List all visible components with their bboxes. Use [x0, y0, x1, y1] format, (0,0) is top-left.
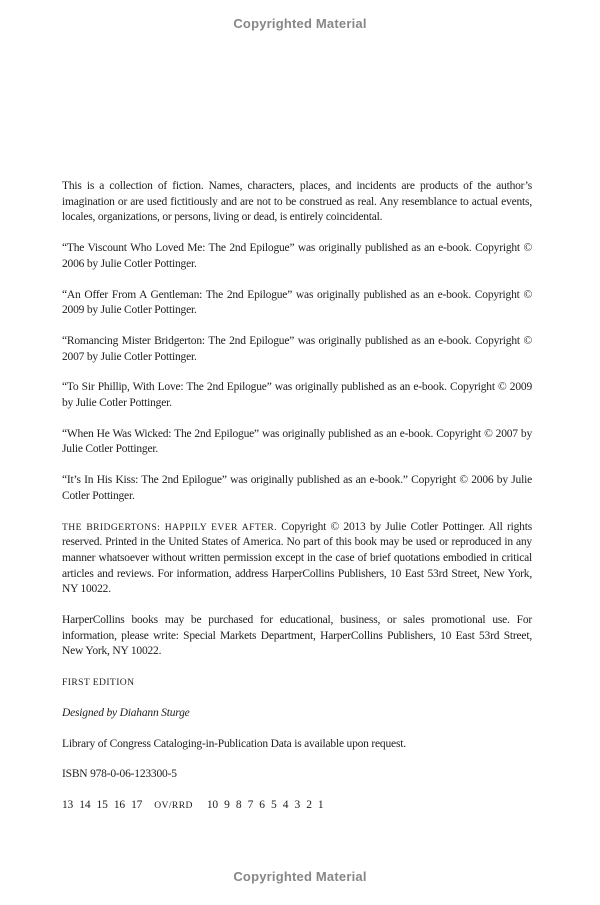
- print-years: 13 14 15 16 17: [62, 798, 143, 811]
- print-run-numbers: 10 9 8 7 6 5 4 3 2 1: [206, 798, 324, 811]
- epilogue-notice-sir-phillip: “To Sir Phillip, With Love: The 2nd Epilogue” was originally published as an e-book. Copyright © 2009 by Julie Cotler Pottinger.: [62, 381, 532, 410]
- copyrighted-material-banner-top: Copyrighted Material: [233, 16, 367, 31]
- fiction-disclaimer: This is a collection of fiction. Names, characters, places, and incidents are products of the author’s imagination or are used fictitiously and are not to be construed as real. Any resemblance to actual events, locales, organizations, or persons, living or dead, is entirely coincidental.: [62, 180, 532, 224]
- epilogue-notice-viscount: “The Viscount Who Loved Me: The 2nd Epilogue” was originally published as an e-book. Copyright © 2006 by Julie Cotler Pottinger.: [62, 242, 532, 270]
- epilogue-notice-romancing: “Romancing Mister Bridgerton: The 2nd Epilogue” was originally published as an e-book. Copyright © 2007 by Julie Cotler Pottinger.: [62, 334, 532, 363]
- epilogue-notice-offer: “An Offer From A Gentleman: The 2nd Epilogue” was originally published as an e-book. Copyright © 2009 by Julie Cotler Pottinger.: [62, 288, 532, 317]
- copyright-text-block: [62, 179, 532, 829]
- epilogue-notice-wicked: “When He Was Wicked: The 2nd Epilogue” was originally published as an e-book. Copyright © 2007 by Julie Cotler Pottinger.: [62, 427, 532, 456]
- edition-statement: FIRST EDITION: [62, 677, 135, 689]
- epilogue-notice-kiss: “It’s In His Kiss: The 2nd Epilogue” was originally published as an e-book.” Copyright © 2006 by Julie Cotler Pottinger.: [62, 474, 532, 502]
- printers-key-line: [62, 798, 532, 814]
- copyrighted-material-banner-bottom: Copyrighted Material: [233, 869, 367, 884]
- isbn-line: ISBN 978-0-06-123300-5: [62, 768, 177, 781]
- loc-cataloging-note: Library of Congress Cataloging-in-Publication Data is available upon request.: [62, 737, 406, 750]
- designer-credit: Designed by Diahann Sturge: [62, 706, 190, 719]
- book-title-small-caps: THE BRIDGERTONS: HAPPILY EVER AFTER.: [62, 521, 277, 533]
- main-copyright-text: Copyright © 2013 by Julie Cotler Pottinger. All rights reserved. Printed in the United States of America. No part of this book may be used or reproduced in any manner whatsoever without written permission except in the case of brief quotations embodied in critical articles and reviews. For information, address HarperCollins Publishers, 10 East 53rd Street, New York, NY 10022.: [62, 520, 532, 596]
- sales-promotion-notice: HarperCollins books may be purchased for educational, business, or sales promotional use. For information, please write: Special Markets Department, HarperCollins Publishers, 10 East 53rd Street, New York, NY 10022.: [62, 614, 532, 658]
- main-copyright-notice: [62, 520, 532, 599]
- printer-code: OV/RRD: [154, 799, 193, 811]
